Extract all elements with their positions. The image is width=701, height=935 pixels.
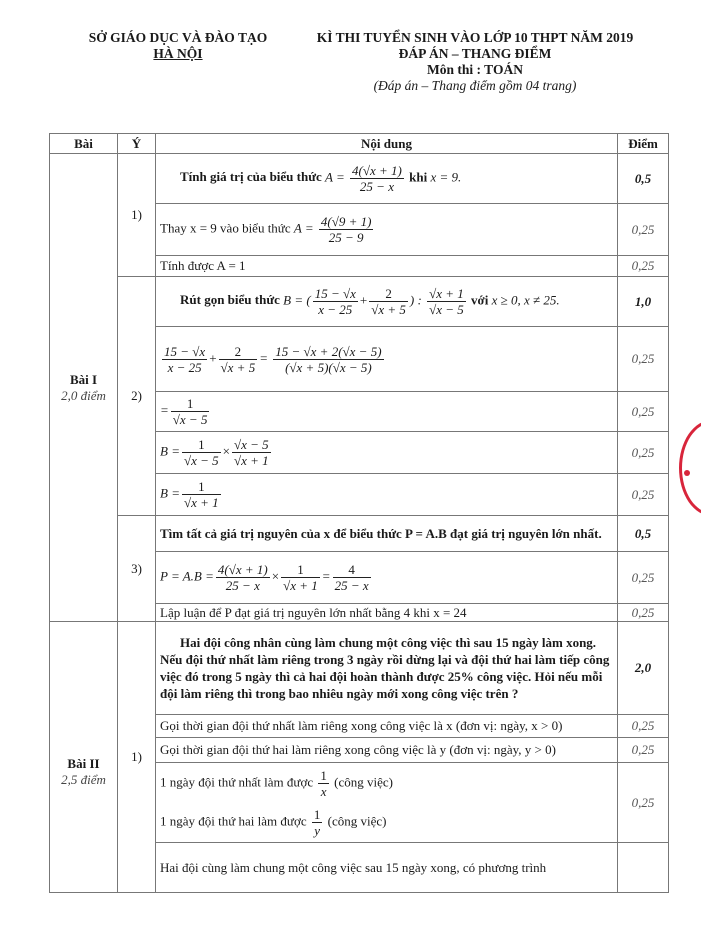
- department-header: [78, 30, 278, 62]
- col-header-noidung: Nội dung: [156, 134, 618, 154]
- row-points: 0,25: [618, 327, 669, 392]
- row-points: 0,5: [618, 516, 669, 552]
- table-row: [50, 516, 669, 552]
- table-row: [50, 277, 669, 327]
- red-seal-stamp: [679, 420, 701, 516]
- bai-2-label: [50, 622, 118, 893]
- row-content: Gọi thời gian đội thứ hai làm riêng xong công việc là y (đơn vị: ngày, y > 0): [156, 738, 618, 763]
- row-text-khi: khi: [409, 169, 428, 185]
- row-points: 2,0: [618, 622, 669, 715]
- row-points: 0,25: [618, 715, 669, 738]
- y-2-label: 2): [118, 277, 156, 516]
- row-content: = $\frac{1}{√x - 5}$: [156, 392, 618, 432]
- exam-title-line-2: ĐÁP ÁN – THANG ĐIỂM: [398, 46, 552, 61]
- table-header-row: [50, 134, 669, 154]
- row-content: 1 ngày đội thứ nhất làm được $\frac{1}{x}$ (công việc) 1 ngày đội thứ hai làm được $\frac{1}{y}$ (công việc): [156, 763, 618, 843]
- row-points: 0,5: [618, 154, 669, 204]
- col-header-diem: Điểm: [618, 134, 669, 154]
- row-points: 0,25: [618, 474, 669, 516]
- row-points: 0,25: [618, 432, 669, 474]
- row-points: 0,25: [618, 738, 669, 763]
- y-3-label: 3): [118, 516, 156, 622]
- row-text-line1-unit: (công việc): [334, 773, 393, 789]
- row-points: 0,25: [618, 392, 669, 432]
- row-points: 0,25: [618, 763, 669, 843]
- formula-A-sub: $\frac{4(√9 + 1)}{25 - 9}$: [320, 214, 372, 245]
- table-row: [50, 154, 669, 204]
- bai-2-name: Bài II: [67, 756, 100, 771]
- row-points: 0,25: [618, 552, 669, 604]
- row-content: P = A.B = $\frac{4(√x + 1)}{25 - x}$ × $\frac{1}{√x + 1}$ = $\frac{4}{25 - x}$: [156, 552, 618, 604]
- row-content: Thay x = 9 vào biểu thức A = $\frac{4(√9 + 1)}{25 - 9}$: [156, 204, 618, 256]
- row-text-line1: 1 ngày đội thứ nhất làm được: [160, 773, 314, 789]
- row-content: Tính giá trị của biểu thức A = $\frac{4(√x + 1)}{25 - x}$ khi x = 9.: [156, 154, 618, 204]
- row-points: 0,25: [618, 204, 669, 256]
- col-header-bai: Bài: [50, 134, 118, 154]
- row-points: [618, 843, 669, 893]
- row-text-line2: 1 ngày đội thứ hai làm được: [160, 812, 307, 828]
- red-seal-dot: [684, 470, 690, 476]
- y-1-label-bai2: 1): [118, 622, 156, 893]
- row-content: Tìm tất cả giá trị nguyên của x để biểu thức P = A.B đạt giá trị nguyên lớn nhất.: [156, 516, 618, 552]
- row-content: B = $\frac{1}{√x + 1}$: [156, 474, 618, 516]
- row-content: Tính được A = 1: [156, 256, 618, 277]
- answer-table: [49, 133, 669, 893]
- row-text-line2-unit: (công việc): [327, 812, 387, 828]
- row-content: B = $\frac{1}{√x - 5}$ × $\frac{√x - 5}{√x + 1}$: [156, 432, 618, 474]
- row-condition: x = 9.: [430, 169, 462, 185]
- row-text-voi: với: [471, 292, 489, 308]
- exam-page-note: (Đáp án – Thang điểm gồm 04 trang): [373, 78, 577, 93]
- row-content: Lập luận để P đạt giá trị nguyên lớn nhất bằng 4 khi x = 24: [156, 604, 618, 622]
- bai-1-points: 2,0 điểm: [61, 387, 106, 403]
- row-text: Rút gọn biểu thức: [180, 292, 280, 308]
- department-line-1: SỞ GIÁO DỤC VÀ ĐÀO TẠO: [88, 30, 268, 45]
- bai-2-points: 2,5 điểm: [61, 772, 106, 787]
- exam-title-line-1: KÌ THI TUYỂN SINH VÀO LỚP 10 THPT NĂM 2019: [316, 30, 634, 45]
- y-1-label: 1): [118, 154, 156, 277]
- row-points: 1,0: [618, 277, 669, 327]
- row-points: 0,25: [618, 256, 669, 277]
- row-condition: x ≥ 0, x ≠ 25.: [491, 292, 560, 308]
- row-content: Gọi thời gian đội thứ nhất làm riêng xong công việc là x (đơn vị: ngày, x > 0): [156, 715, 618, 738]
- row-content: Hai đội cùng làm chung một công việc sau 15 ngày xong, có phương trình: [156, 843, 618, 893]
- table-row: [50, 622, 669, 715]
- row-content: $\frac{15 - √x}{x - 25}$ + $\frac{2}{√x + 5}$ = $\frac{15 - √x + 2(√x - 5)}{(√x + 5)(√x - 5)}$: [156, 327, 618, 392]
- row-points: 0,25: [618, 604, 669, 622]
- col-header-y: Ý: [118, 134, 156, 154]
- bai-1-name: Bài I: [69, 371, 98, 387]
- row-text: Tính giá trị của biểu thức: [180, 169, 322, 185]
- department-line-2: HÀ NỘI: [153, 46, 203, 61]
- exam-subject: Môn thi : TOÁN: [427, 62, 523, 77]
- row-content: Hai đội công nhân cùng làm chung một công việc thì sau 15 ngày làm xong. Nếu đội thứ nhất làm riêng trong 3 ngày rồi dừng lại và đội thứ hai làm tiếp công việc đó trong 5 ngày thì cả hai đội hoàn thành được 25% công việc. Hỏi nếu mỗi đội làm riêng thì trong bao nhiêu ngày mới xong công việc trên ?: [156, 622, 618, 715]
- row-content: Rút gọn biểu thức B = ( $\frac{15 - √x}{x - 25}$ + $\frac{2}{√x + 5}$ ) : $\frac{√x + 1}{√x - 5}$ với x ≥ 0, x ≠ 25.: [156, 277, 618, 327]
- exam-title-header: [290, 30, 660, 94]
- bai-1-label: [50, 154, 118, 622]
- formula-A: $\frac{4(√x + 1)}{25 - x}$: [352, 163, 402, 194]
- row-text: Thay x = 9 vào biểu thức: [160, 220, 291, 236]
